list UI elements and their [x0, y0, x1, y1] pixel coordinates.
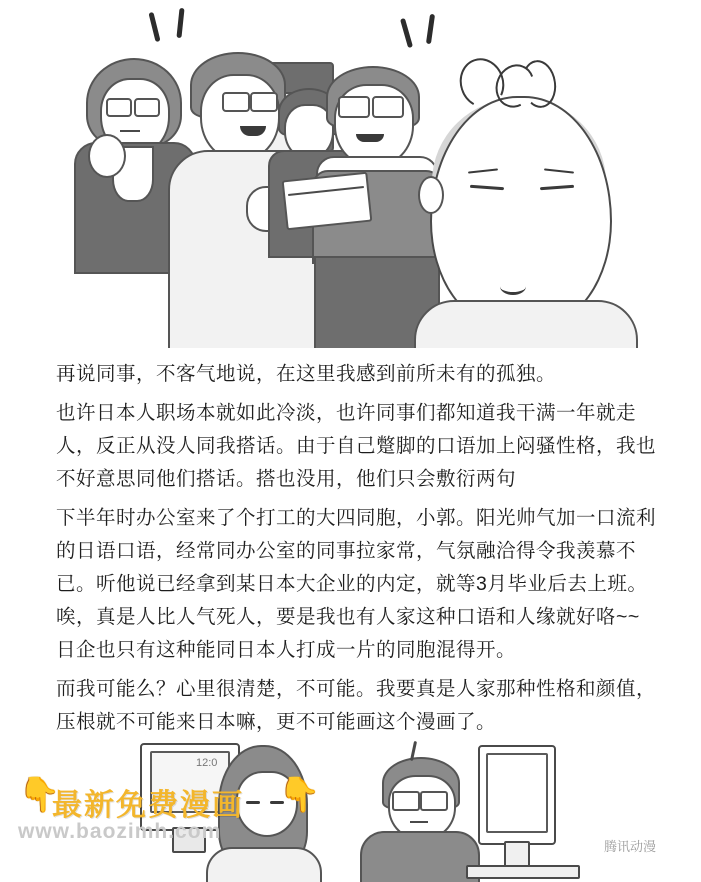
emphasis-mark	[400, 18, 413, 48]
site-url-watermark: www.baozimh.com	[18, 820, 222, 843]
person-left-hand	[88, 134, 126, 178]
narration-paragraph: 也许日本人职场本就如此冷淡，也许同事们都知道我干满一年就走人，反正从没人同我搭话。由于自己蹩脚的口语加上闷骚性格，我也不好意思同他们搭话。搭也没用，他们只会敷衍两句	[56, 402, 657, 490]
source-watermark: 腾讯动漫	[604, 839, 657, 854]
left-monitor-screen-label: 12:0	[196, 757, 218, 769]
protagonist-mouth	[500, 278, 526, 295]
person-right-mouth	[356, 134, 384, 142]
narration-paragraph: 而我可能么？心里很清楚，不可能。我要真是人家那种性格和颜值，压根就不可能来日本嘛，更不可能画这个漫画了。	[56, 678, 657, 733]
office-crowd-panel	[0, 0, 701, 348]
person-right-glasses	[372, 96, 404, 118]
pointing-hand-icon: 👇	[18, 776, 61, 814]
protagonist-glasses	[392, 791, 420, 811]
promo-watermark: 最新免费漫画	[52, 789, 244, 822]
desk-surface	[466, 865, 580, 879]
coworker-body	[206, 847, 322, 882]
narration-paragraph: 再说同事，不客气地说，在这里我感到前所未有的孤独。	[56, 363, 557, 385]
gift-box	[282, 172, 373, 231]
protagonist-body-bottom	[360, 831, 480, 882]
narration-text	[56, 358, 656, 745]
right-monitor-screen	[486, 753, 548, 833]
coworker-eye	[246, 801, 260, 804]
protagonist-body	[414, 300, 638, 348]
protagonist-glasses	[420, 791, 448, 811]
person-left-mouth	[120, 130, 140, 132]
person-center-face	[200, 74, 280, 162]
person-center-glasses	[250, 92, 278, 112]
emphasis-mark	[148, 12, 160, 42]
person-right-glasses	[338, 96, 370, 118]
person-center-glasses	[222, 92, 250, 112]
emphasis-mark	[426, 14, 435, 44]
person-left-glasses	[134, 98, 160, 117]
pointing-hand-icon: 👇	[278, 776, 321, 814]
protagonist-mouth-bottom	[410, 821, 428, 823]
person-left-glasses	[106, 98, 132, 117]
protagonist-ear	[418, 176, 444, 214]
emphasis-mark	[176, 8, 184, 38]
narration-paragraph: 下半年时办公室来了个打工的大四同胞，小郭。阳光帅气加一口流利的日语口语，经常同办公室的同事拉家常，气氛融洽得令我羡慕不已。听他说已经拿到某日本大企业的内定，就等3月毕业后去上班。唉，真是人比人气死人，要是我也有人家这种口语和人缘就好咯~~日企也只有这种能同日本人打成一片的同胞混得开。	[56, 507, 657, 661]
